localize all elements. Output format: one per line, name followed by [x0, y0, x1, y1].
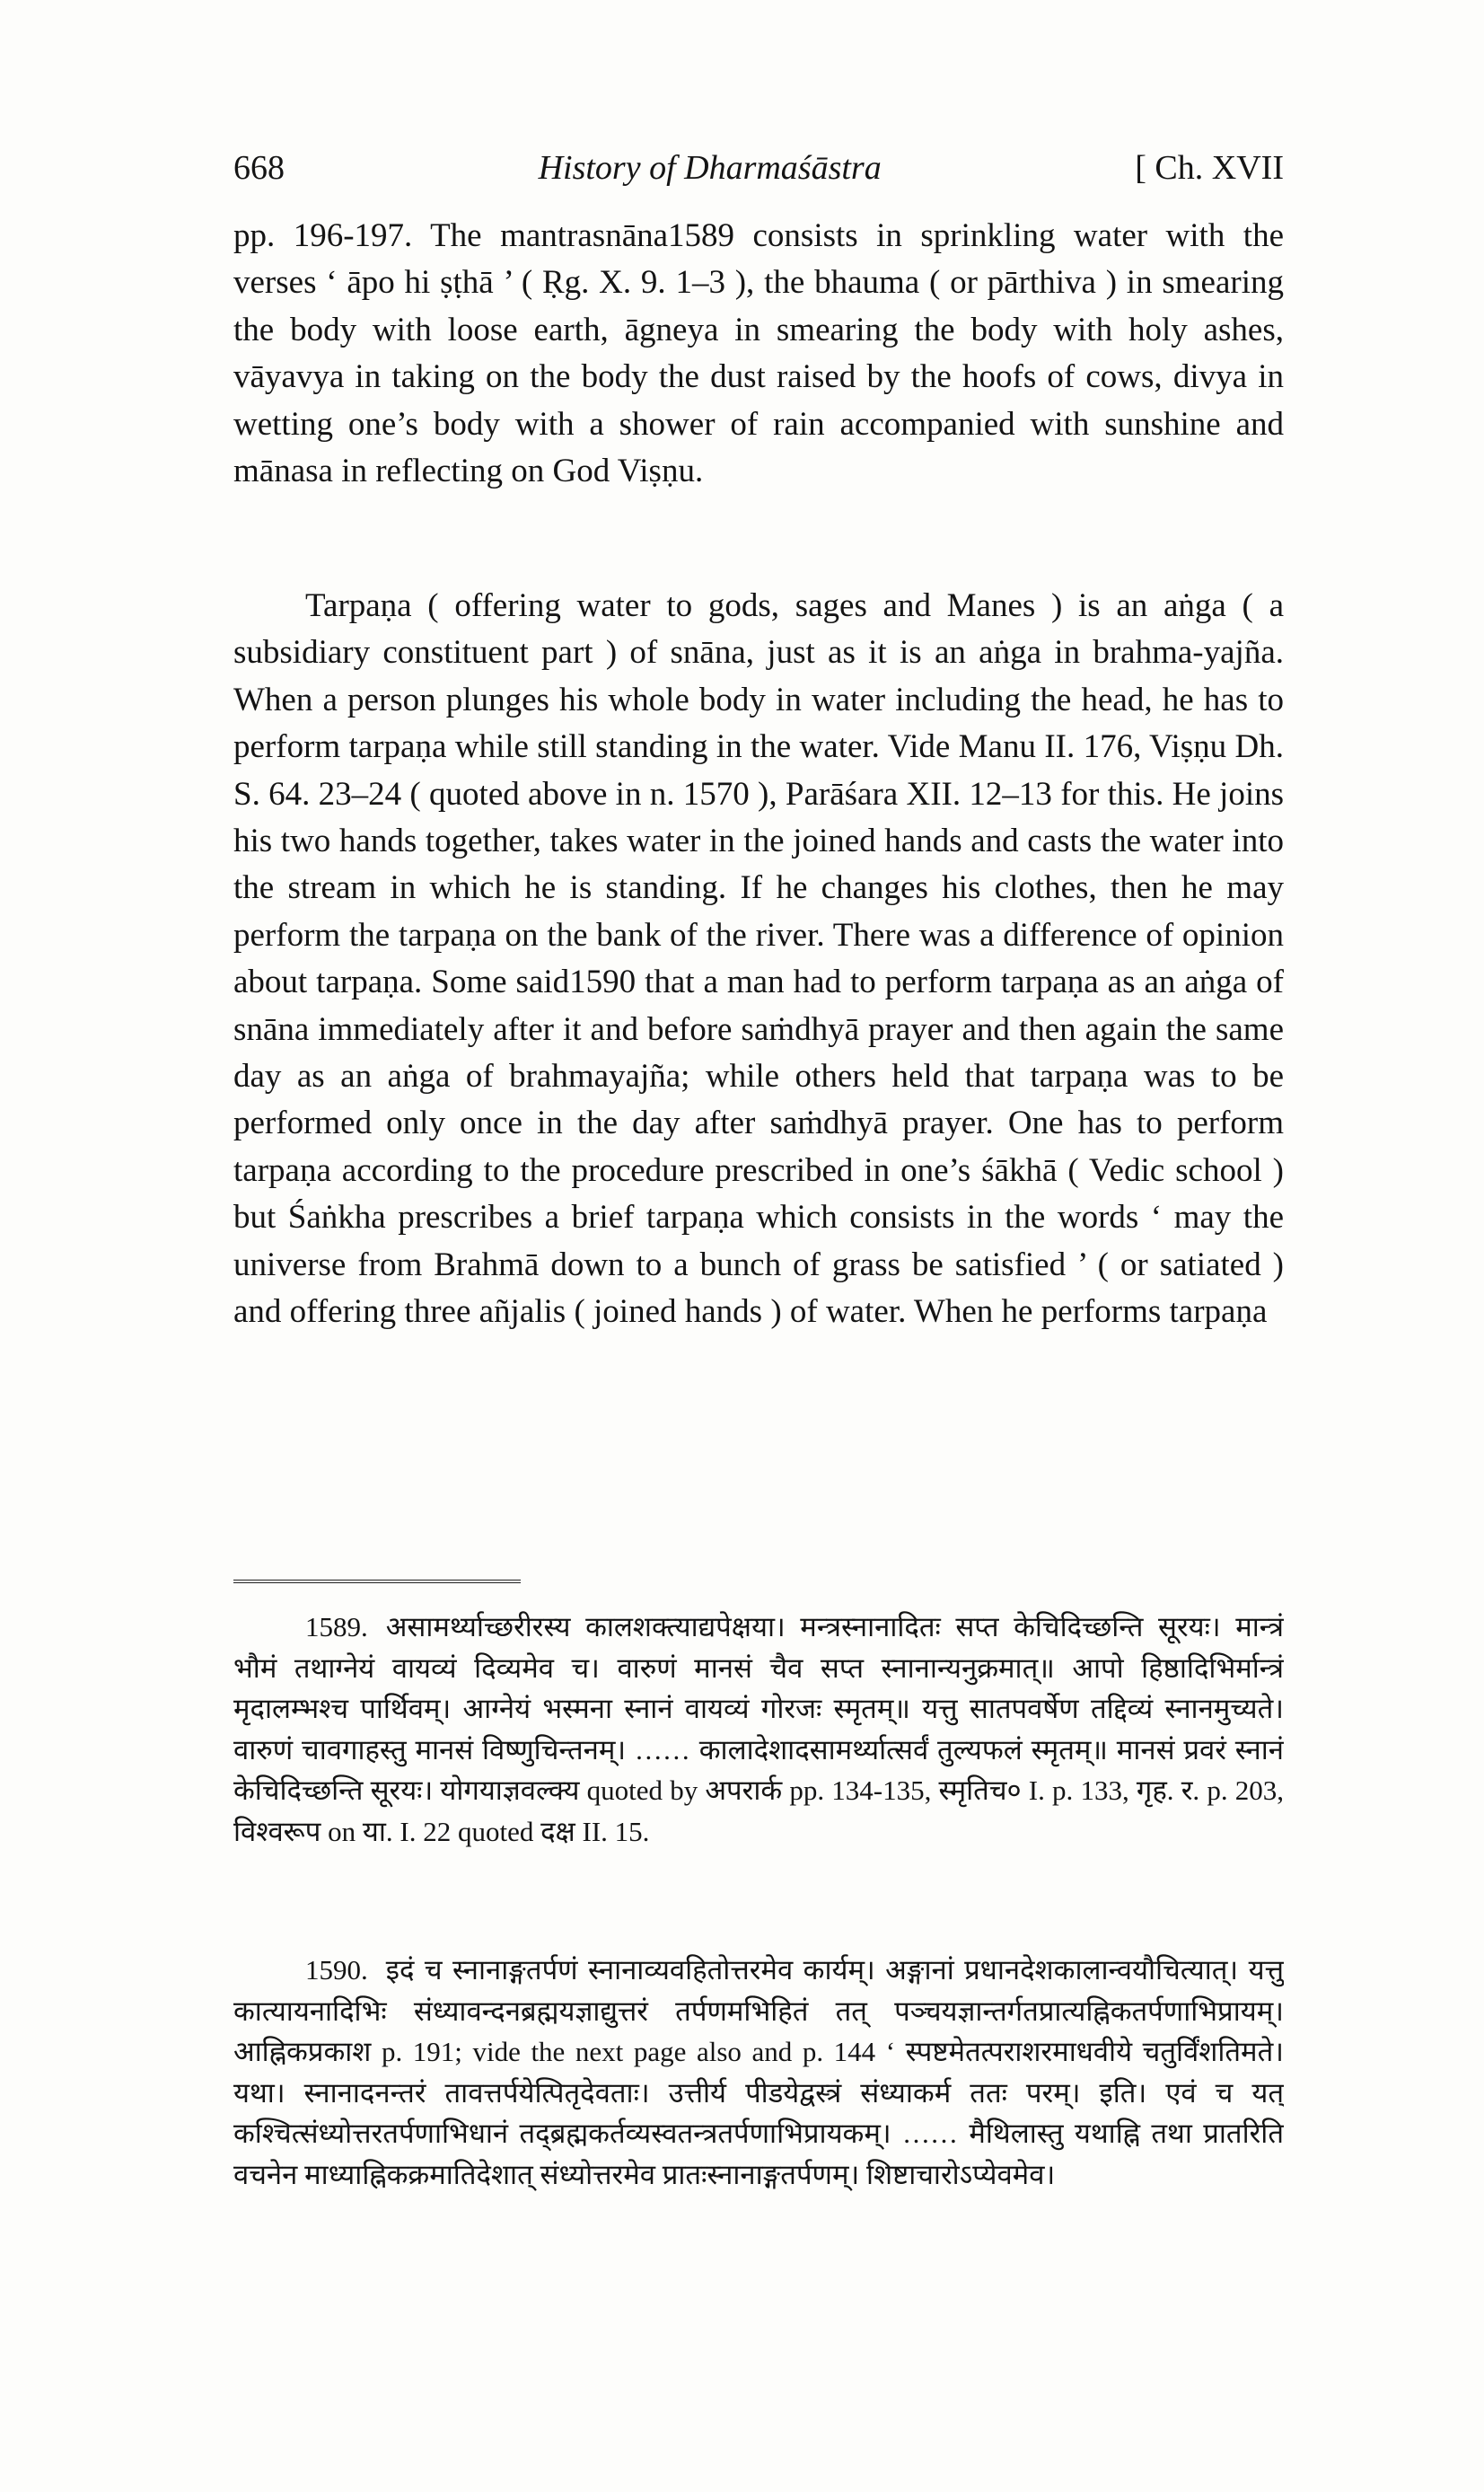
- body-paragraph-1: pp. 196-197. The mantrasnāna1589 consists in sprinkling water with the verses ‘ āpo hi ṣṭhā ’ ( Ṛg. X. 9. 1–3 ), the bhauma ( or pārthiva ) in smearing the body with loose earth, āgneya in smearing the body with holy ashes, vāyavya in taking on the body the dust raised by the hoofs of cows, divya in wetting one’s body with a shower of rain accompanied with sunshine and mānasa in reflecting on God Viṣṇu.: [233, 217, 1284, 490]
- footnote-text: असामर्थ्याच्छरीरस्य कालशक्त्याद्यपेक्षया। मन्त्रस्नानादितः सप्त केचिदिच्छन्ति सूरयः। मान्त्रं भौमं तथाग्नेयं वायव्यं दिव्यमेव च। वारुणं मानसं चैव सप्त स्नानान्यनुक्रमात्॥ आपो हिष्ठादिभिर्मान्त्रं मृदालम्भश्च पार्थिवम्। आग्नेयं भस्मना स्नानं वायव्यं गोरजः स्मृतम्॥ यत्तु सातपवर्षेण तद्दिव्यं स्नानमुच्यते। वारुणं चावगाहस्तु मानसं विष्णुचिन्तनम्। …… कालादेशादसामर्थ्यात्सर्वं तुल्यफलं स्मृतम्॥ मानसं प्रवरं स्नानं केचिदिच्छन्ति सूरयः। योगयाज्ञवल्क्य quoted by अपरार्क pp. 134-135, स्मृतिच० I. p. 133, गृह. र. p. 203, विश्वरूप on या. I. 22 quoted दक्ष II. 15.: [233, 1611, 1284, 1847]
- footnote-1590: [233, 1950, 1284, 2363]
- running-header: [233, 148, 1284, 188]
- running-title: History of Dharmaśāstra: [538, 149, 882, 187]
- book-page: [233, 148, 1284, 2373]
- footnote-text: इदं च स्नानाङ्गतर्पणं स्नानाव्यवहितोत्तरमेव कार्यम्। अङ्गानां प्रधानदेशकालान्वयौचित्यात्। यत्तु कात्यायनादिभिः संध्यावन्दनब्रह्मयज्ञाद्युत्तरं तर्पणमभिहितं तत् पञ्चयज्ञान्तर्गतप्रात्यह्निकतर्पणाभिप्रायम्। आह्निकप्रकाश p. 191; vide the next page also and p. 144 ‘ स्पष्टमेतत्पराशरमाधवीये चतुर्विंशतिमते। यथा। स्नानादनन्तरं तावत्तर्पयेत्पितृदेवताः। उत्तीर्य पीडयेद्वस्त्रं संध्याकर्म ततः परम्। इति। एवं च यत् कश्चित्संध्योत्तरतर्पणाभिधानं तद्ब्रह्मकर्तव्यस्वतन्त्रतर्पणाभिप्रायकम्। …… मैथिलास्तु यथाह्नि तथा प्रातरिति वचनेन माध्याह्निकक्रमातिदेशात् संध्योत्तरमेव प्रातःस्नानाङ्गतर्पणम्। शिष्टाचारोऽप्येवमेव।: [233, 1954, 1284, 2190]
- chapter-label: [ Ch. XVII: [1135, 149, 1284, 187]
- body-paragraph-2: Tarpaṇa ( offering water to gods, sages and Manes ) is an aṅga ( a subsidiary constituent part ) of snāna, just as it is an aṅga in brahma-yajña. When a person plunges his whole body in water including the head, he has to perform tarpaṇa while still standing in the water. Vide Manu II. 176, Viṣṇu Dh. S. 64. 23–24 ( quoted above in n. 1570 ), Parāśara XII. 12–13 for this. He joins his two hands together, takes water in the joined hands and casts the water into the stream in which he is standing. If he changes his clothes, then he may perform the tarpaṇa on the bank of the river. There was a difference of opinion about tarpaṇa. Some said1590 that a man had to perform tarpaṇa as an aṅga of snāna immediately after it and before saṁdhyā prayer and then again the same day as an aṅga of brahmayajña; while others held that tarpaṇa was to be performed only once in the day after saṁdhyā prayer. One has to perform tarpaṇa according to the procedure prescribed in one’s śākhā ( Vedic school ) but Śaṅkha prescribes a brief tarpaṇa which consists in the words ‘ may the universe from Brahmā down to a bunch of grass be satisfied ’ ( or satiated ) and offering three añjalis ( joined hands ) of water. When he performs tarpaṇa: [233, 587, 1284, 1331]
- footnote-separator: [233, 1580, 521, 1585]
- page-number: 668: [233, 149, 285, 187]
- footnote-number: 1590.: [305, 1954, 368, 1986]
- footnote-1589: [233, 1607, 1284, 1939]
- footnote-number: 1589.: [305, 1611, 368, 1642]
